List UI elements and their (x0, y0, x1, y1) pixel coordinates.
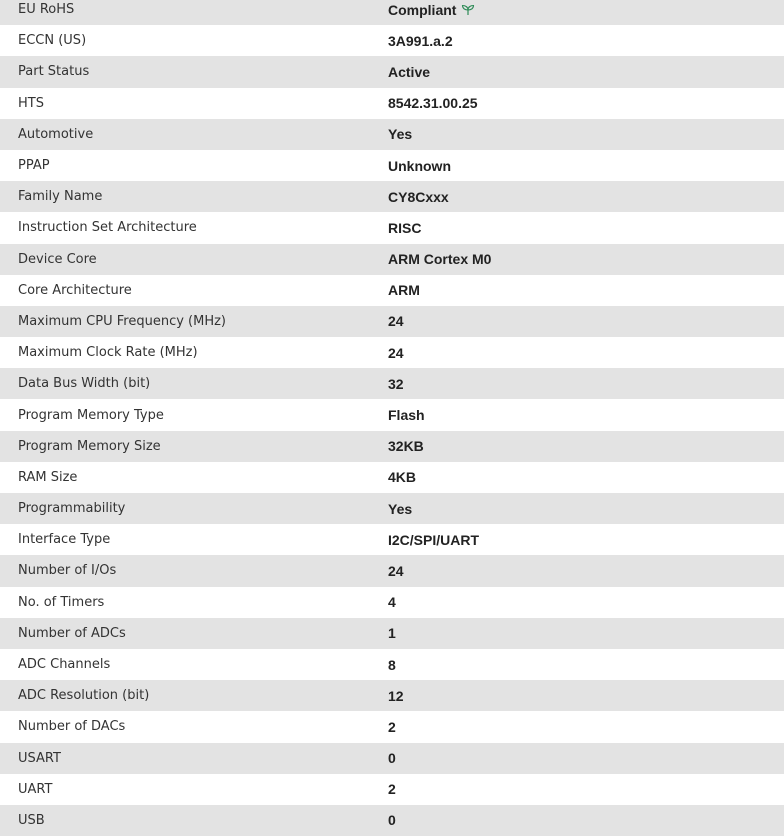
spec-attribute: Device Core (18, 251, 97, 267)
spec-value: ARM Cortex M0 (388, 251, 492, 268)
spec-value: 12 (388, 687, 404, 704)
spec-row (0, 306, 784, 337)
spec-row (0, 275, 784, 306)
spec-row (0, 711, 784, 742)
spec-row (0, 56, 784, 87)
spec-attribute: Number of DACs (18, 719, 126, 735)
spec-attribute: Interface Type (18, 532, 111, 548)
spec-attribute: UART (18, 781, 53, 797)
spec-attribute: Program Memory Type (18, 407, 164, 423)
spec-attribute: Part Status (18, 64, 90, 80)
spec-value: Compliant (388, 1, 457, 18)
spec-value-cell (388, 282, 784, 298)
spec-value: 4KB (388, 469, 417, 486)
spec-value-cell (388, 688, 784, 704)
spec-value: 4 (388, 594, 396, 611)
spec-row (0, 244, 784, 275)
spec-attribute: Maximum CPU Frequency (MHz) (18, 313, 226, 329)
spec-value-cell (388, 64, 784, 80)
spec-row (0, 212, 784, 243)
spec-attribute: Instruction Set Architecture (18, 220, 197, 236)
spec-attribute: Number of I/Os (18, 563, 117, 579)
spec-value-cell (388, 251, 784, 267)
spec-value: RISC (388, 219, 422, 236)
spec-row (0, 337, 784, 368)
spec-row (0, 431, 784, 462)
spec-value: Flash (388, 407, 425, 424)
spec-attribute: RAM Size (18, 469, 78, 485)
spec-row (0, 649, 784, 680)
spec-value: 2 (388, 718, 396, 735)
spec-attribute: ECCN (US) (18, 33, 87, 49)
spec-attribute: Core Architecture (18, 282, 132, 298)
spec-row (0, 493, 784, 524)
spec-value: 1 (388, 625, 396, 642)
spec-attribute: USART (18, 750, 61, 766)
spec-attribute: Maximum Clock Rate (MHz) (18, 345, 198, 361)
spec-value: 32 (388, 375, 404, 392)
spec-value-cell (388, 126, 784, 142)
spec-row (0, 399, 784, 430)
spec-value-cell (388, 189, 784, 205)
spec-row (0, 555, 784, 586)
spec-value: Yes (388, 126, 413, 143)
spec-attribute: Number of ADCs (18, 625, 126, 641)
spec-row (0, 368, 784, 399)
spec-value-cell (388, 563, 784, 579)
spec-value-cell (388, 33, 784, 49)
spec-attribute: Family Name (18, 189, 103, 205)
spec-row (0, 88, 784, 119)
spec-value-cell (388, 750, 784, 766)
spec-value-cell (388, 95, 784, 111)
spec-value: ARM (388, 282, 420, 299)
spec-row (0, 25, 784, 56)
spec-value: 2 (388, 781, 396, 798)
leaf-icon (461, 4, 475, 16)
spec-value-cell (388, 657, 784, 673)
spec-value-cell (388, 220, 784, 236)
spec-attribute: Program Memory Size (18, 438, 161, 454)
spec-row (0, 462, 784, 493)
spec-value: 3A991.a.2 (388, 32, 453, 49)
spec-value: 24 (388, 313, 404, 330)
spec-value: Unknown (388, 157, 451, 174)
spec-value: 32KB (388, 438, 424, 455)
spec-row (0, 119, 784, 150)
spec-attribute: PPAP (18, 158, 50, 174)
spec-value-cell (388, 313, 784, 329)
spec-value: 8542.31.00.25 (388, 95, 478, 112)
spec-row (0, 587, 784, 618)
spec-row (0, 150, 784, 181)
spec-row (0, 181, 784, 212)
spec-value: 8 (388, 656, 396, 673)
spec-value: CY8Cxxx (388, 188, 449, 205)
spec-value-cell (388, 158, 784, 174)
spec-value-cell (388, 376, 784, 392)
spec-value: Yes (388, 500, 413, 517)
spec-value: I2C/SPI/UART (388, 531, 480, 548)
spec-attribute: Programmability (18, 501, 126, 517)
spec-value-cell (388, 625, 784, 641)
spec-attribute: EU RoHS (18, 2, 75, 18)
spec-row (0, 743, 784, 774)
spec-value-cell (388, 781, 784, 797)
spec-value: Active (388, 63, 431, 80)
spec-value-cell (388, 438, 784, 454)
spec-value-cell (388, 469, 784, 485)
spec-row (0, 618, 784, 649)
spec-value: 24 (388, 344, 404, 361)
spec-value: 24 (388, 562, 404, 579)
spec-attribute: USB (18, 812, 45, 828)
spec-value-cell (388, 2, 784, 18)
spec-row (0, 805, 784, 836)
spec-row (0, 774, 784, 805)
spec-attribute: No. of Timers (18, 594, 105, 610)
spec-attribute: ADC Channels (18, 657, 111, 673)
spec-attribute: Data Bus Width (bit) (18, 376, 151, 392)
spec-row (0, 680, 784, 711)
spec-attribute: HTS (18, 95, 44, 111)
spec-attribute: ADC Resolution (bit) (18, 688, 150, 704)
spec-value-cell (388, 719, 784, 735)
spec-value-cell (388, 407, 784, 423)
spec-value: 0 (388, 750, 396, 767)
spec-value-cell (388, 594, 784, 610)
spec-value-cell (388, 345, 784, 361)
spec-value-cell (388, 501, 784, 517)
spec-row (0, 524, 784, 555)
spec-value-cell (388, 532, 784, 548)
spec-attribute: Automotive (18, 126, 94, 142)
spec-value: 0 (388, 812, 396, 829)
spec-value-cell (388, 812, 784, 828)
spec-row (0, 0, 784, 25)
